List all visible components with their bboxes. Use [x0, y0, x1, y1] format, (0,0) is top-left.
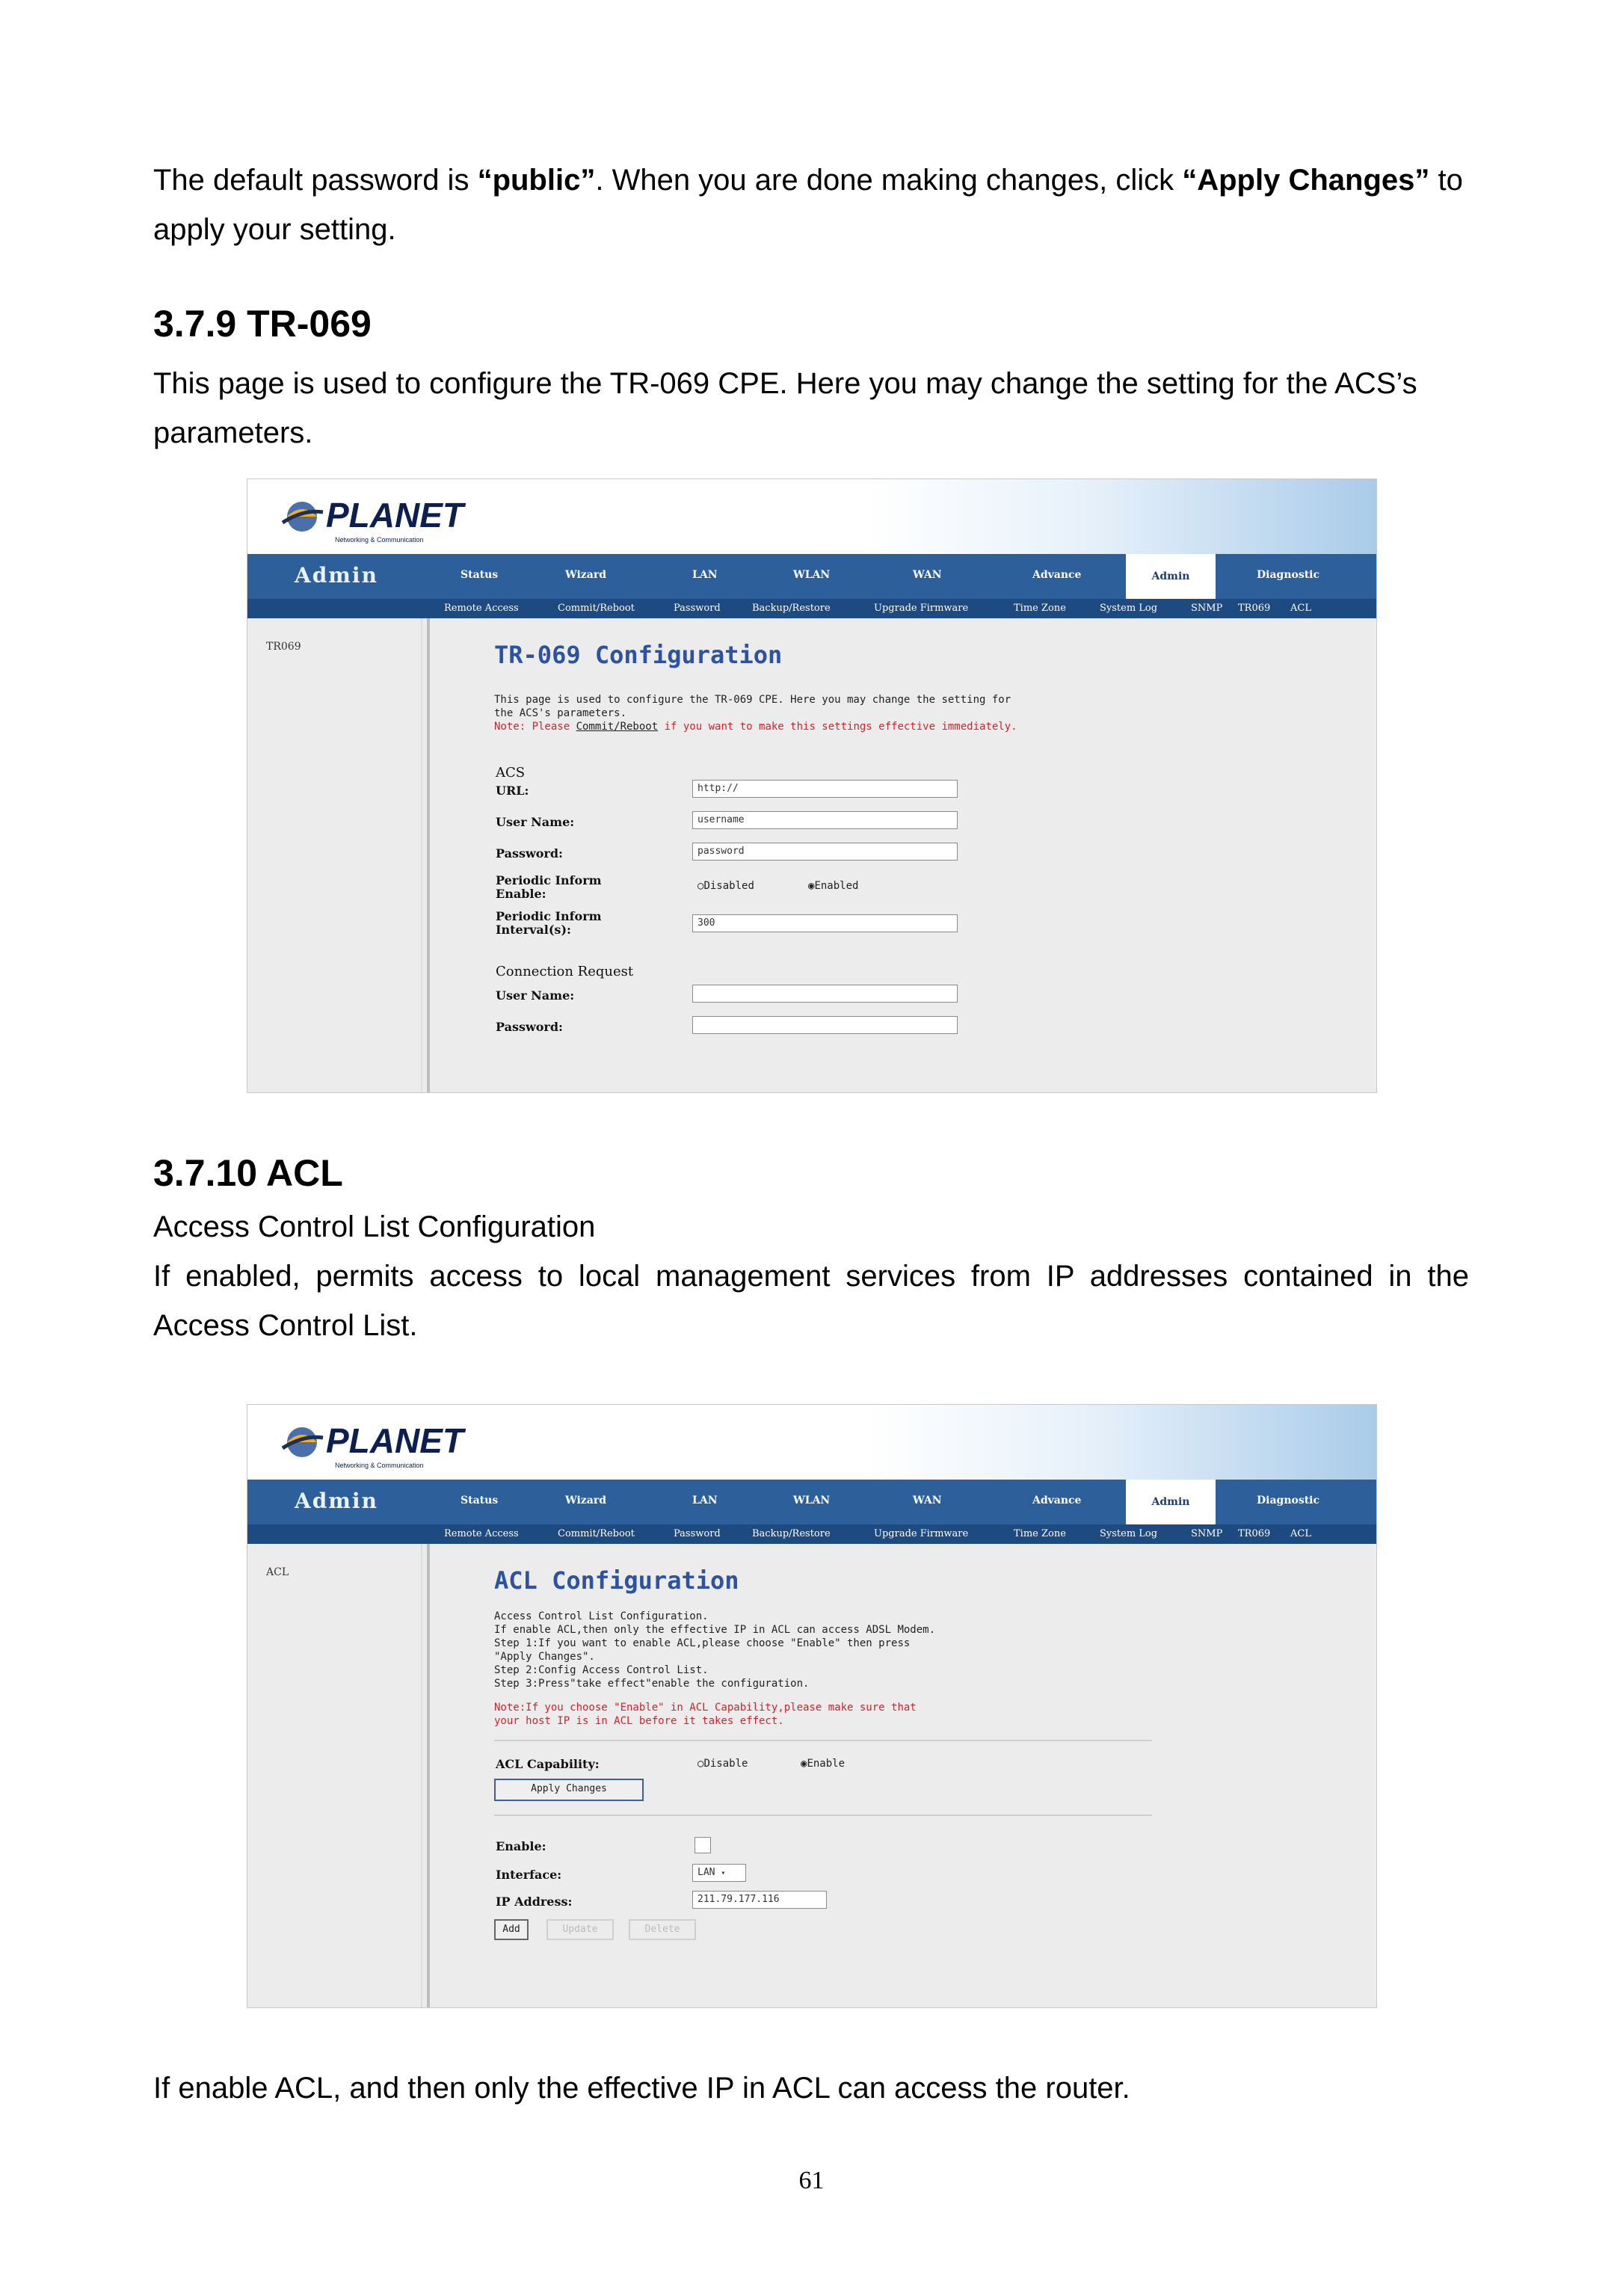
section-subtitle-acl: Access Control List Configuration — [153, 1210, 596, 1243]
intro-bold-1: “public” — [477, 164, 596, 197]
add-button[interactable]: Add — [494, 1919, 529, 1940]
intro-text-2: . When you are done making changes, click — [595, 164, 1183, 197]
sidebar — [247, 1544, 427, 2007]
tab-admin[interactable]: Admin — [1126, 1480, 1216, 1524]
chevron-down-icon: ▾ — [721, 1869, 726, 1877]
conn-username-label: User Name: — [496, 988, 575, 1003]
desc-line-2: the ACS's parameters. — [494, 707, 627, 719]
page-title: TR-069 Configuration — [494, 641, 783, 669]
section-body-tr069: This page is used to configure the TR-069 CPE. Here you may change the setting for the ACS’s parameters. — [153, 367, 1417, 449]
planet-logo — [281, 1415, 475, 1472]
subtab-password[interactable]: Password — [674, 1528, 721, 1539]
acs-password-input[interactable]: password — [692, 843, 958, 861]
subtab-commit-reboot[interactable]: Commit/Reboot — [558, 1528, 635, 1539]
radio-enabled-label: Enabled — [814, 880, 859, 892]
connection-request-label: Connection Request — [496, 964, 634, 979]
tab-wizard[interactable]: Wizard — [565, 569, 606, 581]
enable-label: Enable: — [496, 1839, 546, 1853]
url-label: URL: — [496, 784, 529, 798]
tab-advance[interactable]: Advance — [1032, 569, 1082, 581]
logo-bar — [247, 479, 1376, 554]
interface-label: Interface: — [496, 1868, 562, 1882]
periodic-inform-interval-label-2: Interval(s): — [496, 923, 571, 937]
tab-diagnostic[interactable]: Diagnostic — [1257, 569, 1320, 581]
subtab-tr069[interactable]: TR069 — [1238, 603, 1271, 614]
tab-admin[interactable]: Admin — [1126, 554, 1216, 599]
intro-text-1: The default password is — [153, 164, 478, 197]
subtab-remote-access[interactable]: Remote Access — [444, 603, 519, 614]
top-nav — [247, 1480, 1376, 1524]
subtab-time-zone[interactable]: Time Zone — [1014, 603, 1066, 614]
subtab-system-log[interactable]: System Log — [1100, 1528, 1158, 1539]
interface-value: LAN — [697, 1867, 715, 1878]
tab-diagnostic[interactable]: Diagnostic — [1257, 1495, 1320, 1506]
subtab-backup-restore[interactable]: Backup/Restore — [752, 1528, 831, 1539]
acl-desc-2: If enable ACL,then only the effective IP in ACL can access ADSL Modem. — [494, 1624, 936, 1636]
top-nav — [247, 554, 1376, 599]
tab-wan[interactable]: WAN — [913, 569, 942, 581]
interface-select[interactable] — [692, 1864, 746, 1882]
subtab-time-zone[interactable]: Time Zone — [1014, 1528, 1066, 1539]
subtab-commit-reboot[interactable]: Commit/Reboot — [558, 603, 635, 614]
intro-text-3: to apply your setting. — [153, 164, 1463, 246]
periodic-inform-interval-label-1: Periodic Inform — [496, 909, 602, 923]
brand-text: PLANET — [326, 496, 464, 535]
acl-screenshot — [247, 1404, 1377, 2008]
subtab-snmp[interactable]: SNMP — [1191, 1528, 1223, 1539]
section-heading-tr069: 3.7.9 TR-069 — [153, 303, 372, 345]
subtab-system-log[interactable]: System Log — [1100, 603, 1158, 614]
conn-password-label: Password: — [496, 1020, 563, 1034]
sub-nav — [247, 599, 1376, 618]
subtab-backup-restore[interactable]: Backup/Restore — [752, 603, 831, 614]
periodic-inform-interval-input[interactable]: 300 — [692, 914, 958, 932]
logo-bar — [247, 1405, 1376, 1480]
tr069-screenshot — [247, 478, 1377, 1093]
commit-reboot-link[interactable]: Commit/Reboot — [576, 721, 659, 733]
apply-changes-button[interactable]: Apply Changes — [494, 1779, 644, 1801]
desc-line-1: This page is used to configure the TR-069 CPE. Here you may change the setting for — [494, 694, 1011, 706]
intro-paragraph — [153, 156, 1469, 254]
delete-button[interactable]: Delete — [629, 1919, 696, 1940]
acs-password-label: Password: — [496, 846, 563, 861]
page-title: ACL Configuration — [494, 1566, 739, 1595]
intro-bold-2: “Apply Changes” — [1182, 164, 1430, 197]
tab-lan[interactable]: LAN — [692, 569, 718, 581]
ip-address-label: IP Address: — [496, 1895, 573, 1909]
radio-disable-label: Disable — [703, 1758, 748, 1770]
radio-disable[interactable]: ○Disable — [697, 1758, 748, 1770]
subtab-upgrade-firmware[interactable]: Upgrade Firmware — [874, 603, 969, 614]
sidebar — [247, 618, 427, 1092]
acl-content — [434, 1544, 1376, 2007]
acl-desc-6: Step 3:Press"take effect"enable the configuration. — [494, 1678, 810, 1690]
subtab-acl[interactable]: ACL — [1290, 1528, 1311, 1539]
sidebar-divider — [427, 618, 430, 1092]
subtab-acl[interactable]: ACL — [1290, 603, 1311, 614]
tab-wlan[interactable]: WLAN — [793, 569, 831, 581]
brand-sub-text: Networking & Communication — [335, 1462, 424, 1469]
sub-nav — [247, 1524, 1376, 1544]
page-number: 61 — [798, 2167, 825, 2194]
section-body-acl: If enabled, permits access to local management services from IP addresses contained in the Access Control List. — [153, 1260, 1469, 1342]
tab-lan[interactable]: LAN — [692, 1495, 718, 1506]
acs-username-label: User Name: — [496, 815, 575, 829]
update-button[interactable]: Update — [546, 1919, 614, 1940]
tab-wlan[interactable]: WLAN — [793, 1495, 831, 1506]
enable-checkbox[interactable] — [695, 1837, 711, 1853]
note-prefix: Note: Please — [494, 721, 576, 733]
nav-admin-title: Admin — [295, 563, 378, 588]
tab-advance[interactable]: Advance — [1032, 1495, 1082, 1506]
subtab-password[interactable]: Password — [674, 603, 721, 614]
sidebar-item-tr069[interactable]: TR069 — [266, 641, 301, 653]
tab-status[interactable]: Status — [461, 569, 499, 581]
acl-note-2: your host IP is in ACL before it takes effect. — [494, 1715, 784, 1727]
subtab-remote-access[interactable]: Remote Access — [444, 1528, 519, 1539]
tab-wizard[interactable]: Wizard — [565, 1495, 606, 1506]
ip-address-input[interactable]: 211.79.177.116 — [692, 1891, 827, 1909]
tr069-content — [434, 618, 1376, 1092]
subtab-tr069[interactable]: TR069 — [1238, 1528, 1271, 1539]
acs-section-label: ACS — [496, 765, 526, 781]
acl-note-1: Note:If you choose "Enable" in ACL Capability,please make sure that — [494, 1702, 917, 1714]
brand-text: PLANET — [326, 1421, 464, 1460]
acs-username-input[interactable]: username — [692, 811, 958, 829]
divider-1 — [494, 1740, 1152, 1741]
acl-desc-5: Step 2:Config Access Control List. — [494, 1664, 709, 1676]
sidebar-divider-inner — [421, 1544, 422, 2007]
radio-enable[interactable]: ◉Enable — [801, 1758, 846, 1770]
section-heading-acl: 3.7.10 ACL — [153, 1152, 343, 1194]
conn-password-input[interactable] — [692, 1016, 958, 1034]
sidebar-divider-inner — [421, 618, 422, 1092]
radio-disabled[interactable]: ○Disabled — [697, 880, 754, 892]
sidebar-divider — [427, 1544, 430, 2007]
tab-status[interactable]: Status — [461, 1495, 499, 1506]
note-suffix: if you want to make this settings effective immediately. — [658, 721, 1017, 733]
acl-desc-1: Access Control List Configuration. — [494, 1610, 709, 1622]
subtab-upgrade-firmware[interactable]: Upgrade Firmware — [874, 1528, 969, 1539]
nav-admin-title: Admin — [295, 1489, 378, 1513]
acl-capability-label: ACL Capability: — [496, 1757, 600, 1771]
tab-wan[interactable]: WAN — [913, 1495, 942, 1506]
url-input[interactable]: http:// — [692, 780, 958, 798]
conn-username-input[interactable] — [692, 985, 958, 1003]
brand-sub-text: Networking & Communication — [335, 536, 424, 544]
divider-2 — [494, 1815, 1152, 1816]
subtab-snmp[interactable]: SNMP — [1191, 603, 1223, 614]
closing-paragraph: If enable ACL, and then only the effective IP in ACL can access the router. — [153, 2072, 1130, 2105]
radio-disabled-label: Disabled — [703, 880, 754, 892]
acl-desc-3: Step 1:If you want to enable ACL,please choose "Enable" then press — [494, 1637, 911, 1649]
note-line — [494, 720, 1017, 733]
radio-enabled[interactable]: ◉Enabled — [808, 880, 859, 892]
acl-desc-4: "Apply Changes". — [494, 1651, 595, 1663]
radio-enable-label: Enable — [807, 1758, 846, 1770]
periodic-inform-enable-label-2: Enable: — [496, 887, 546, 901]
periodic-inform-enable-label-1: Periodic Inform — [496, 873, 602, 887]
sidebar-item-acl[interactable]: ACL — [266, 1566, 289, 1578]
planet-logo — [281, 490, 475, 547]
